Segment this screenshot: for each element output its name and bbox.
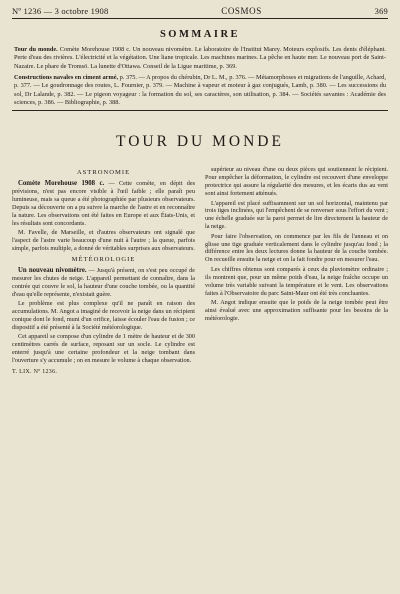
right-paragraph-1: supérieur au niveau d'une ou deux pièces qui soutiennent le récipient. Pour empêcher la déformation, le cylindre est recouvert d'une enveloppe protectrice qui assure la régularité des mesures, et les écarts dus au vent sont ainsi fortement atténués. bbox=[205, 166, 388, 198]
nivometre-paragraph-2: Le problème est plus complexe qu'il ne paraît en raison des accumulations. M. Angot a imaginé de recevoir la neige dans un récipient conique dont le fond, muni d'un orifice, laisse écouler l'eau de fusion ; ce dispositif a été présenté à la Société météorologique. bbox=[12, 300, 195, 331]
nivometre-text: — Jusqu'à présent, on s'est peu occupé de mesurer les chutes de neige. L'appareil permettant de connaître, dans la contrée qui couvre le sol, la hauteur d'une couche tombée, ou la quantité d'eau qu'elle représente, n'existait guère. bbox=[12, 266, 195, 298]
right-paragraph-5: M. Angot indique ensuite que le poids de la neige tombée peut être ainsi évalué avec une approximation suffisante pour les besoins de la météorologie. bbox=[205, 298, 388, 322]
section-title: TOUR DU MONDE bbox=[116, 133, 284, 151]
right-column bbox=[205, 166, 388, 376]
left-column bbox=[12, 166, 195, 376]
right-paragraph-3: Pour faire l'observation, on commence par les fils de l'anneau et on glisse une tige graduée verticalement dans le cylindre jusqu'au fond ; la différence entre les deux lectures donne la hauteur de la couche tombée. On recueille ensuite la neige et on la fait fondre pour en mesurer l'eau. bbox=[205, 232, 388, 264]
section-heading-meteorologie: MÉTÉOROLOGIE bbox=[71, 255, 136, 263]
sommaire-rule bbox=[12, 110, 388, 111]
two-column-body bbox=[12, 166, 388, 376]
right-paragraph-2: L'appareil est placé suffisamment sur un sol horizontal, maintenu par trois tiges inclinées, qui l'empêchent de se renverser sous l'effort du vent ; une échelle graduée sur la paroi permet de lire directement la hauteur de la neige. bbox=[205, 199, 388, 231]
nivometre-paragraph-3: Cet appareil se compose d'un cylindre de 1 mètre de hauteur et de 300 centimètres carrés de surface, reposant sur un socle. Le cylindre est enterré jusqu'à une certaine profondeur et la neige tombant dans l'ouverture s'y accumule ; on en mesure le volume à chaque observation. bbox=[12, 333, 195, 364]
journal-title: COSMOS bbox=[221, 6, 262, 16]
comete-lead: Comète Morehouse 1908 c. bbox=[18, 180, 105, 188]
nivometre-lead: Un nouveau nivomètre. bbox=[18, 266, 87, 274]
section-heading-astronomie: ASTRONOMIE bbox=[76, 169, 131, 177]
issue-date: Nº 1236 — 3 octobre 1908 bbox=[12, 6, 109, 16]
comete-text: — Cette comète, en dépit des prévisions, n'est pas encore visible à l'œil faible ; elle paraît peu lumineuse, mais sa queue a été photographiée par plusieurs observateurs. Depuis sa découverte on a pu suivre la marche de l'astre et en reconnaître la nature. Les observations ont été faites en Europe et aux États-Unis, et les résultats sont concordants. bbox=[12, 180, 195, 227]
right-paragraph-4: Les chiffres obtenus sont comparés à ceux du pluviomètre ordinaire ; ils montrent que, pour un même poids d'eau, la neige fraîche occupe un volume très variable suivant la température et le vent. Les observations faites à l'Observatoire du parc Saint-Maur ont été très concluantes. bbox=[205, 265, 388, 297]
sommaire-text-1: Comète Morehouse 1908 c. Un nouveau nivomètre. Le laboratoire de l'Institut Marey. Moteurs explosifs. Les dents d'éléphant. Perte d'eau des rivières. L'électricité et la végétation. Une liane tropicale. Les machines marines. La pêche en haute mer. Le nouveau port de Saint-Nazaire. Le phare de Tromsö. La lunette d'Ottawa. Conseil de la Ligue maritime, p. 369. bbox=[14, 46, 386, 70]
header-rule bbox=[12, 18, 388, 19]
comete-paragraph bbox=[12, 180, 195, 227]
sommaire-body bbox=[14, 46, 386, 107]
page-number: 369 bbox=[374, 6, 388, 16]
comete-paragraph-2: M. Favelle, de Marseille, et d'autres observateurs ont signalé que l'aspect de l'astre varie beaucoup d'une nuit à l'autre ; la queue, parfois simple, parfois multiple, a donné de véritables surprises aux observateurs. bbox=[12, 229, 195, 253]
sommaire-lead-2: Constructions navales en ciment armé, bbox=[14, 74, 119, 82]
sommaire-paragraph-2 bbox=[14, 74, 386, 107]
sommaire-lead-1: Tour du monde. bbox=[14, 46, 58, 53]
nivometre-paragraph bbox=[12, 267, 195, 299]
sommaire-text-2: p. 375. — A propos du chérubin, Dr L. M., p. 376. — Métamorphoses et migrations de l'anguille, Achard, p. 377. — Le goudronnage des routes, L. Fournier, p. 379. — Machine à vapeur et moteur à gaz conjugués, Lamb, p. 380. — Les successions du sol, Dr Lalande, p. 382. — Le pigeon voyageur : la formation du sol, ses caractères, son utilisation, p. 384. — Sociétés savantes : Académie des sciences, p. 386. — Bibliographie, p. 388. bbox=[14, 74, 387, 107]
volume-footer: T. LIX. Nº 1236. bbox=[12, 368, 58, 375]
running-header bbox=[12, 6, 388, 16]
sommaire-paragraph-1 bbox=[14, 46, 386, 71]
sommaire-heading: SOMMAIRE bbox=[159, 29, 241, 40]
